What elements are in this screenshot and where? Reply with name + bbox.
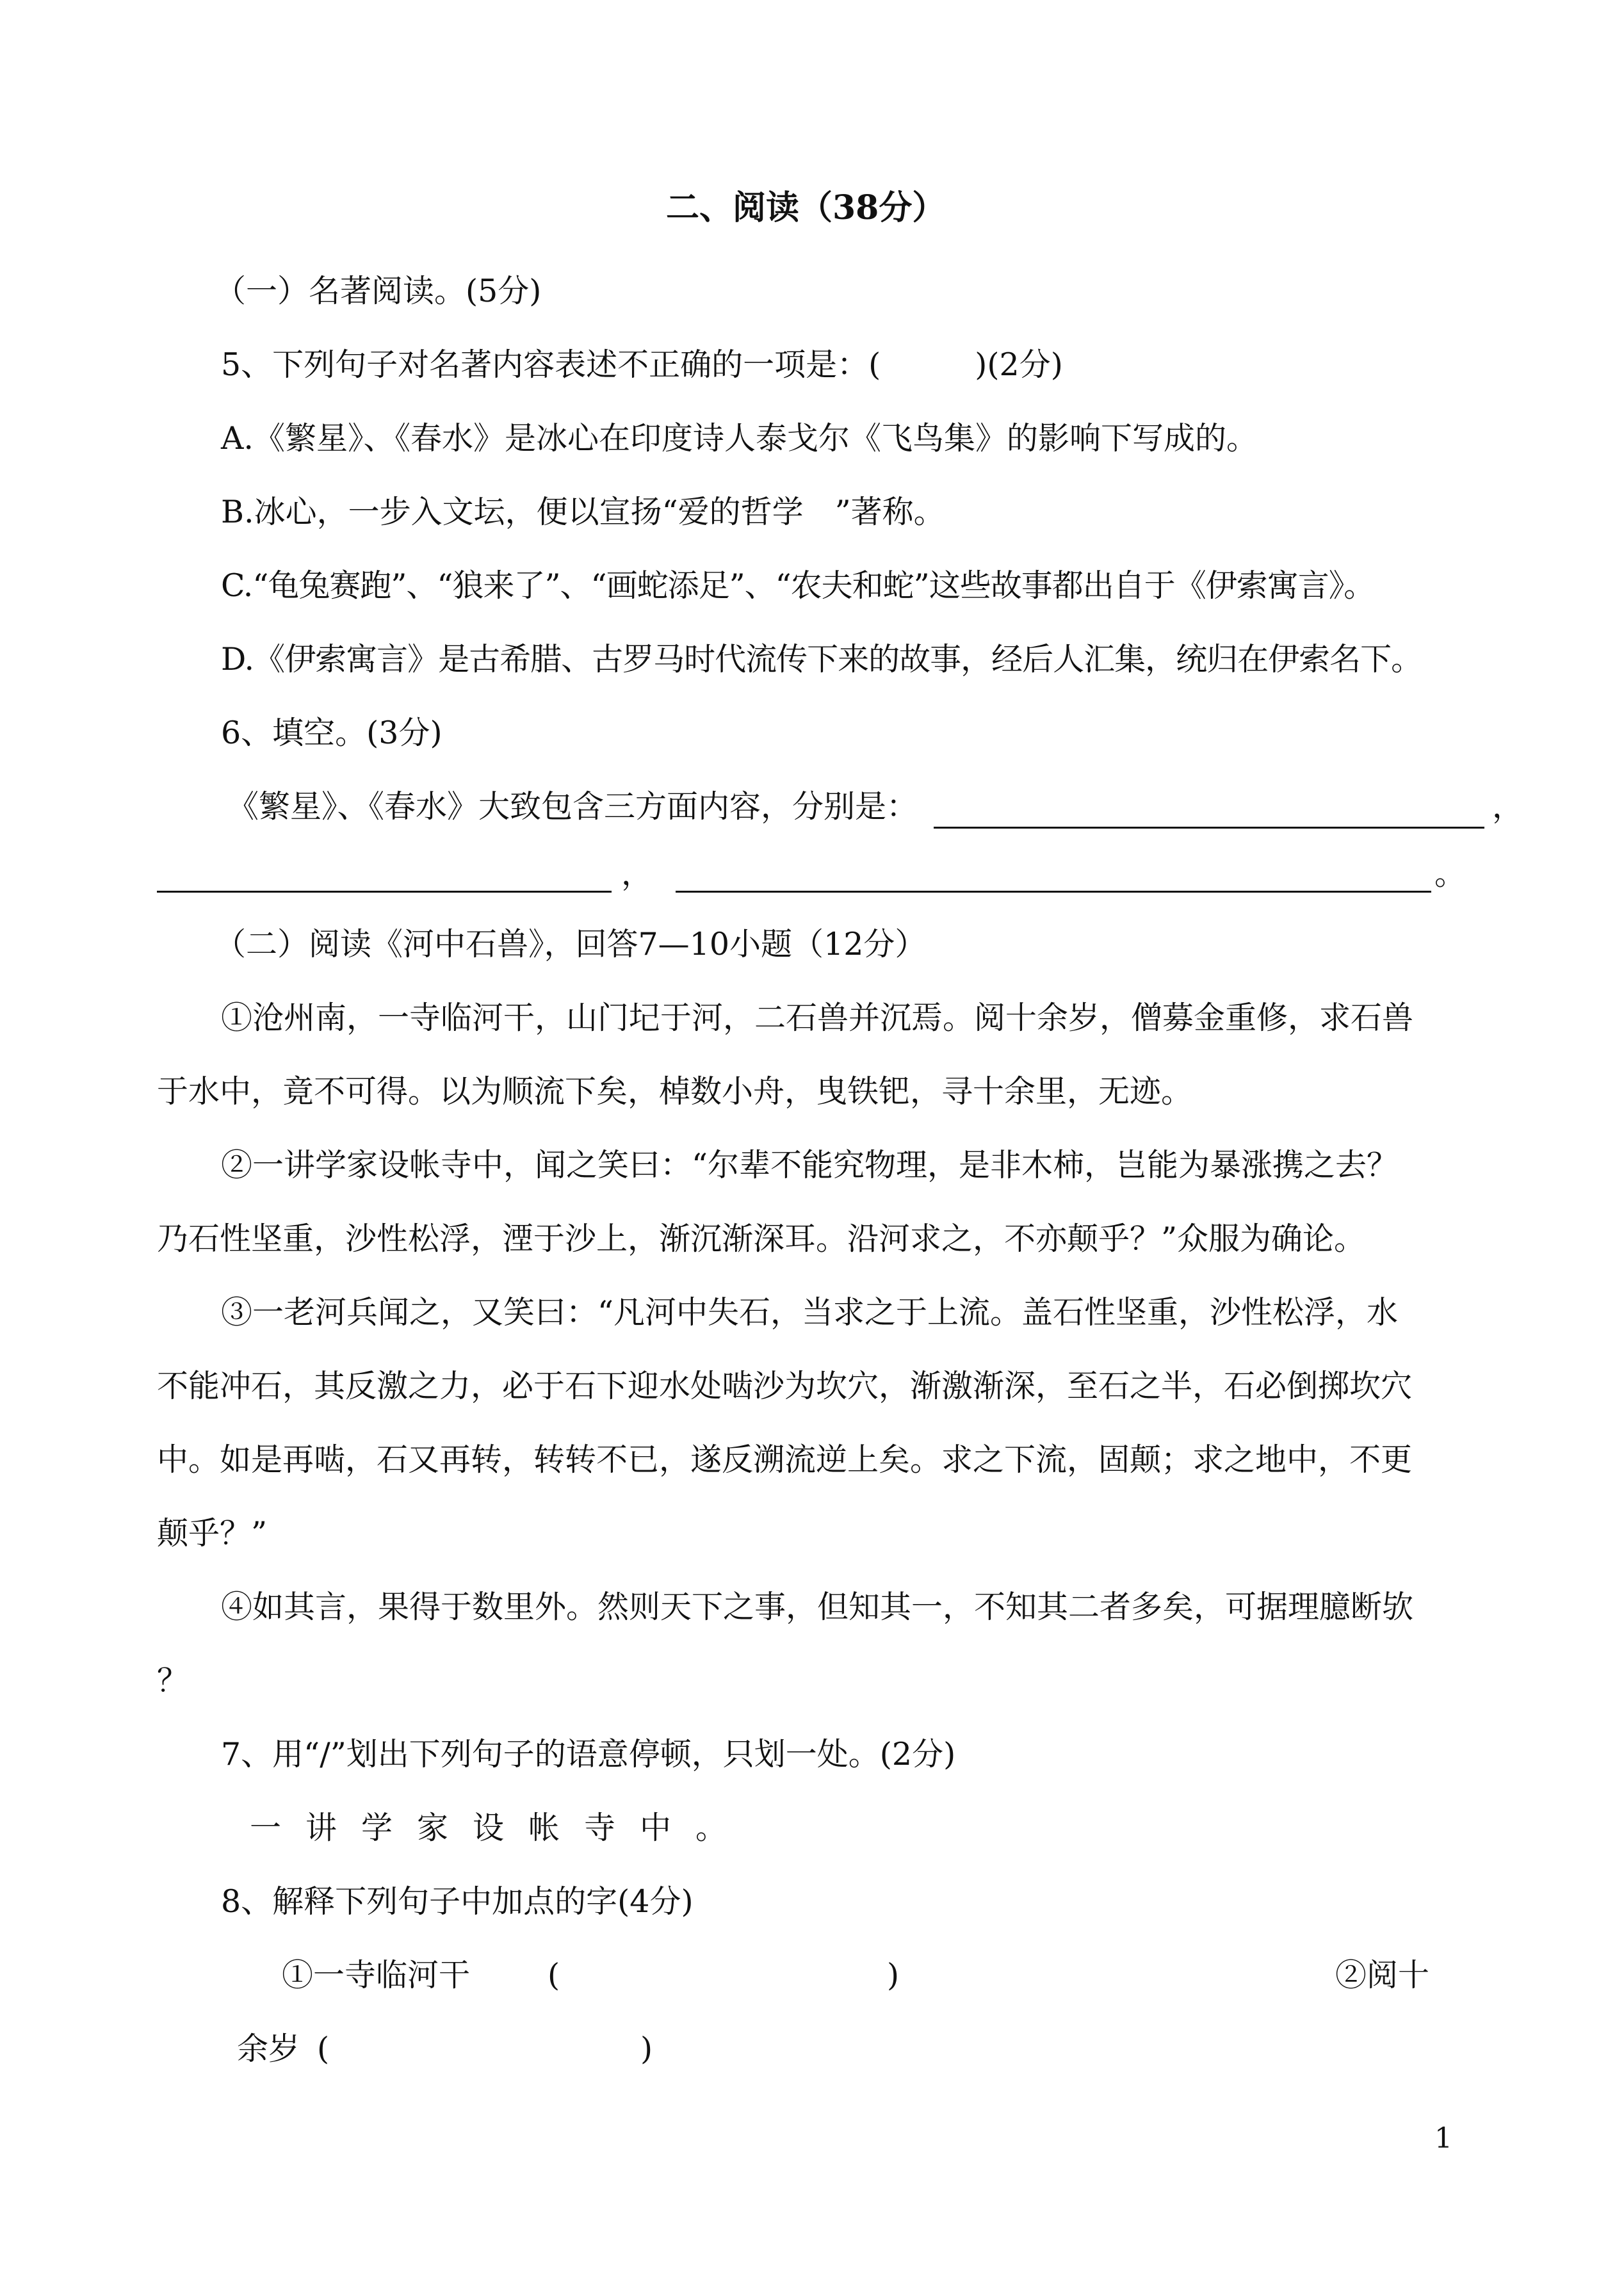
q5-option-d: D.《伊索寓言》是古希腊、古罗马时代流传下来的故事，经后人汇集，统归在伊索名下。 [221,641,1422,677]
q5-stem: 5、下列句子对名著内容表述不正确的一项是：( )(2分) [221,346,1063,383]
q6-stem: 6、填空。(3分) [221,715,443,751]
q6-comma-1: ， [1492,788,1524,825]
q8-item1-answer-space[interactable] [576,1953,877,1998]
q8-item2-end: 余岁 [237,2031,300,2067]
passage-p3-line1: ③一老河兵闻之，又笑曰：“凡河中失石，当求之于上流。盖石性坚重，沙性松浮，水 [221,1294,1399,1331]
q5-option-b: B.冰心，一步入文坛，便以宣扬“爱的哲学 ”著称。 [221,494,945,530]
q6-comma-2: ， [621,856,653,892]
passage-p1-line1: ①沧州南，一寺临河干，山门圮于河，二石兽并沉焉。阅十余岁，僧募金重修，求石兽 [221,1000,1414,1036]
passage-p2-line1: ②一讲学家设帐寺中，闻之笑曰：“尔辈不能究物理，是非木柿，岂能为暴涨携之去？ [221,1147,1399,1183]
passage-p1-line2: 于水中，竟不可得。以为顺流下矣，棹数小舟，曳铁钯，寻十余里，无迹。 [157,1073,1193,1110]
q7-sentence[interactable]: 一讲学家设帐寺中。 [250,1810,752,1846]
part2-heading: （二）阅读《河中石兽》，回答7—10小题（12分） [215,926,927,962]
q8-stem: 8、解释下列句子中加点的字(4分) [221,1883,694,1920]
passage-p3-line4: 颠乎？” [157,1515,268,1552]
q6-answer-blank-2[interactable] [157,891,612,893]
page-number: 1 [1434,2122,1452,2155]
q7-stem: 7、用“/”划出下列句子的语意停顿，只划一处。(2分) [221,1736,956,1772]
q6-prompt: 《繁星》、《春水》大致包含三方面内容，分别是： [227,788,918,825]
passage-p4-line2: ？ [157,1662,189,1699]
part1-heading: （一）名著阅读。(5分) [215,273,542,309]
q6-answer-blank-3[interactable] [676,891,1431,893]
q6-answer-blank-1[interactable] [934,827,1484,829]
section-title: 二、阅读（38分） [666,188,946,227]
passage-p3-line3: 中。如是再啮，石又再转，转转不已，遂反溯流逆上矣。求之下流，固颠；求之地中，不更 [157,1441,1413,1478]
q5-option-a: A.《繁星》、《春水》是冰心在印度诗人泰戈尔《飞鸟集》的影响下写成的。 [221,420,1258,457]
q8-item2-start: ②阅十 [1335,1957,1430,1993]
passage-p2-line2: 乃石性坚重，沙性松浮，湮于沙上，渐沉渐深耳。沿河求之，不亦颠乎？”众服为确论。 [157,1220,1366,1257]
passage-p4-line1: ④如其言，果得于数里外。然则天下之事，但知其一，不知其二者多矣，可据理臆断欤 [221,1589,1414,1625]
q8-item1-paren-close: ) [887,1957,900,1993]
passage-p3-line2: 不能冲石，其反激之力，必于石下迎水处啮沙为坎穴，渐激渐深，至石之半，石必倒掷坎穴 [157,1368,1413,1404]
q8-item2-paren-close: ) [640,2031,653,2067]
q8-item2-answer-space[interactable] [346,2027,634,2072]
q8-item1-paren-open: ( [548,1957,560,1993]
q8-item2-paren-open: ( [317,2031,330,2067]
q5-option-c: C.“龟兔赛跑”、“狼来了”、“画蛇添足”、“农夫和蛇”这些故事都出自于《伊索寓言》。 [221,567,1375,604]
q8-item1: ①一寺临河干 [282,1957,471,1993]
q6-period: 。 [1434,856,1466,892]
